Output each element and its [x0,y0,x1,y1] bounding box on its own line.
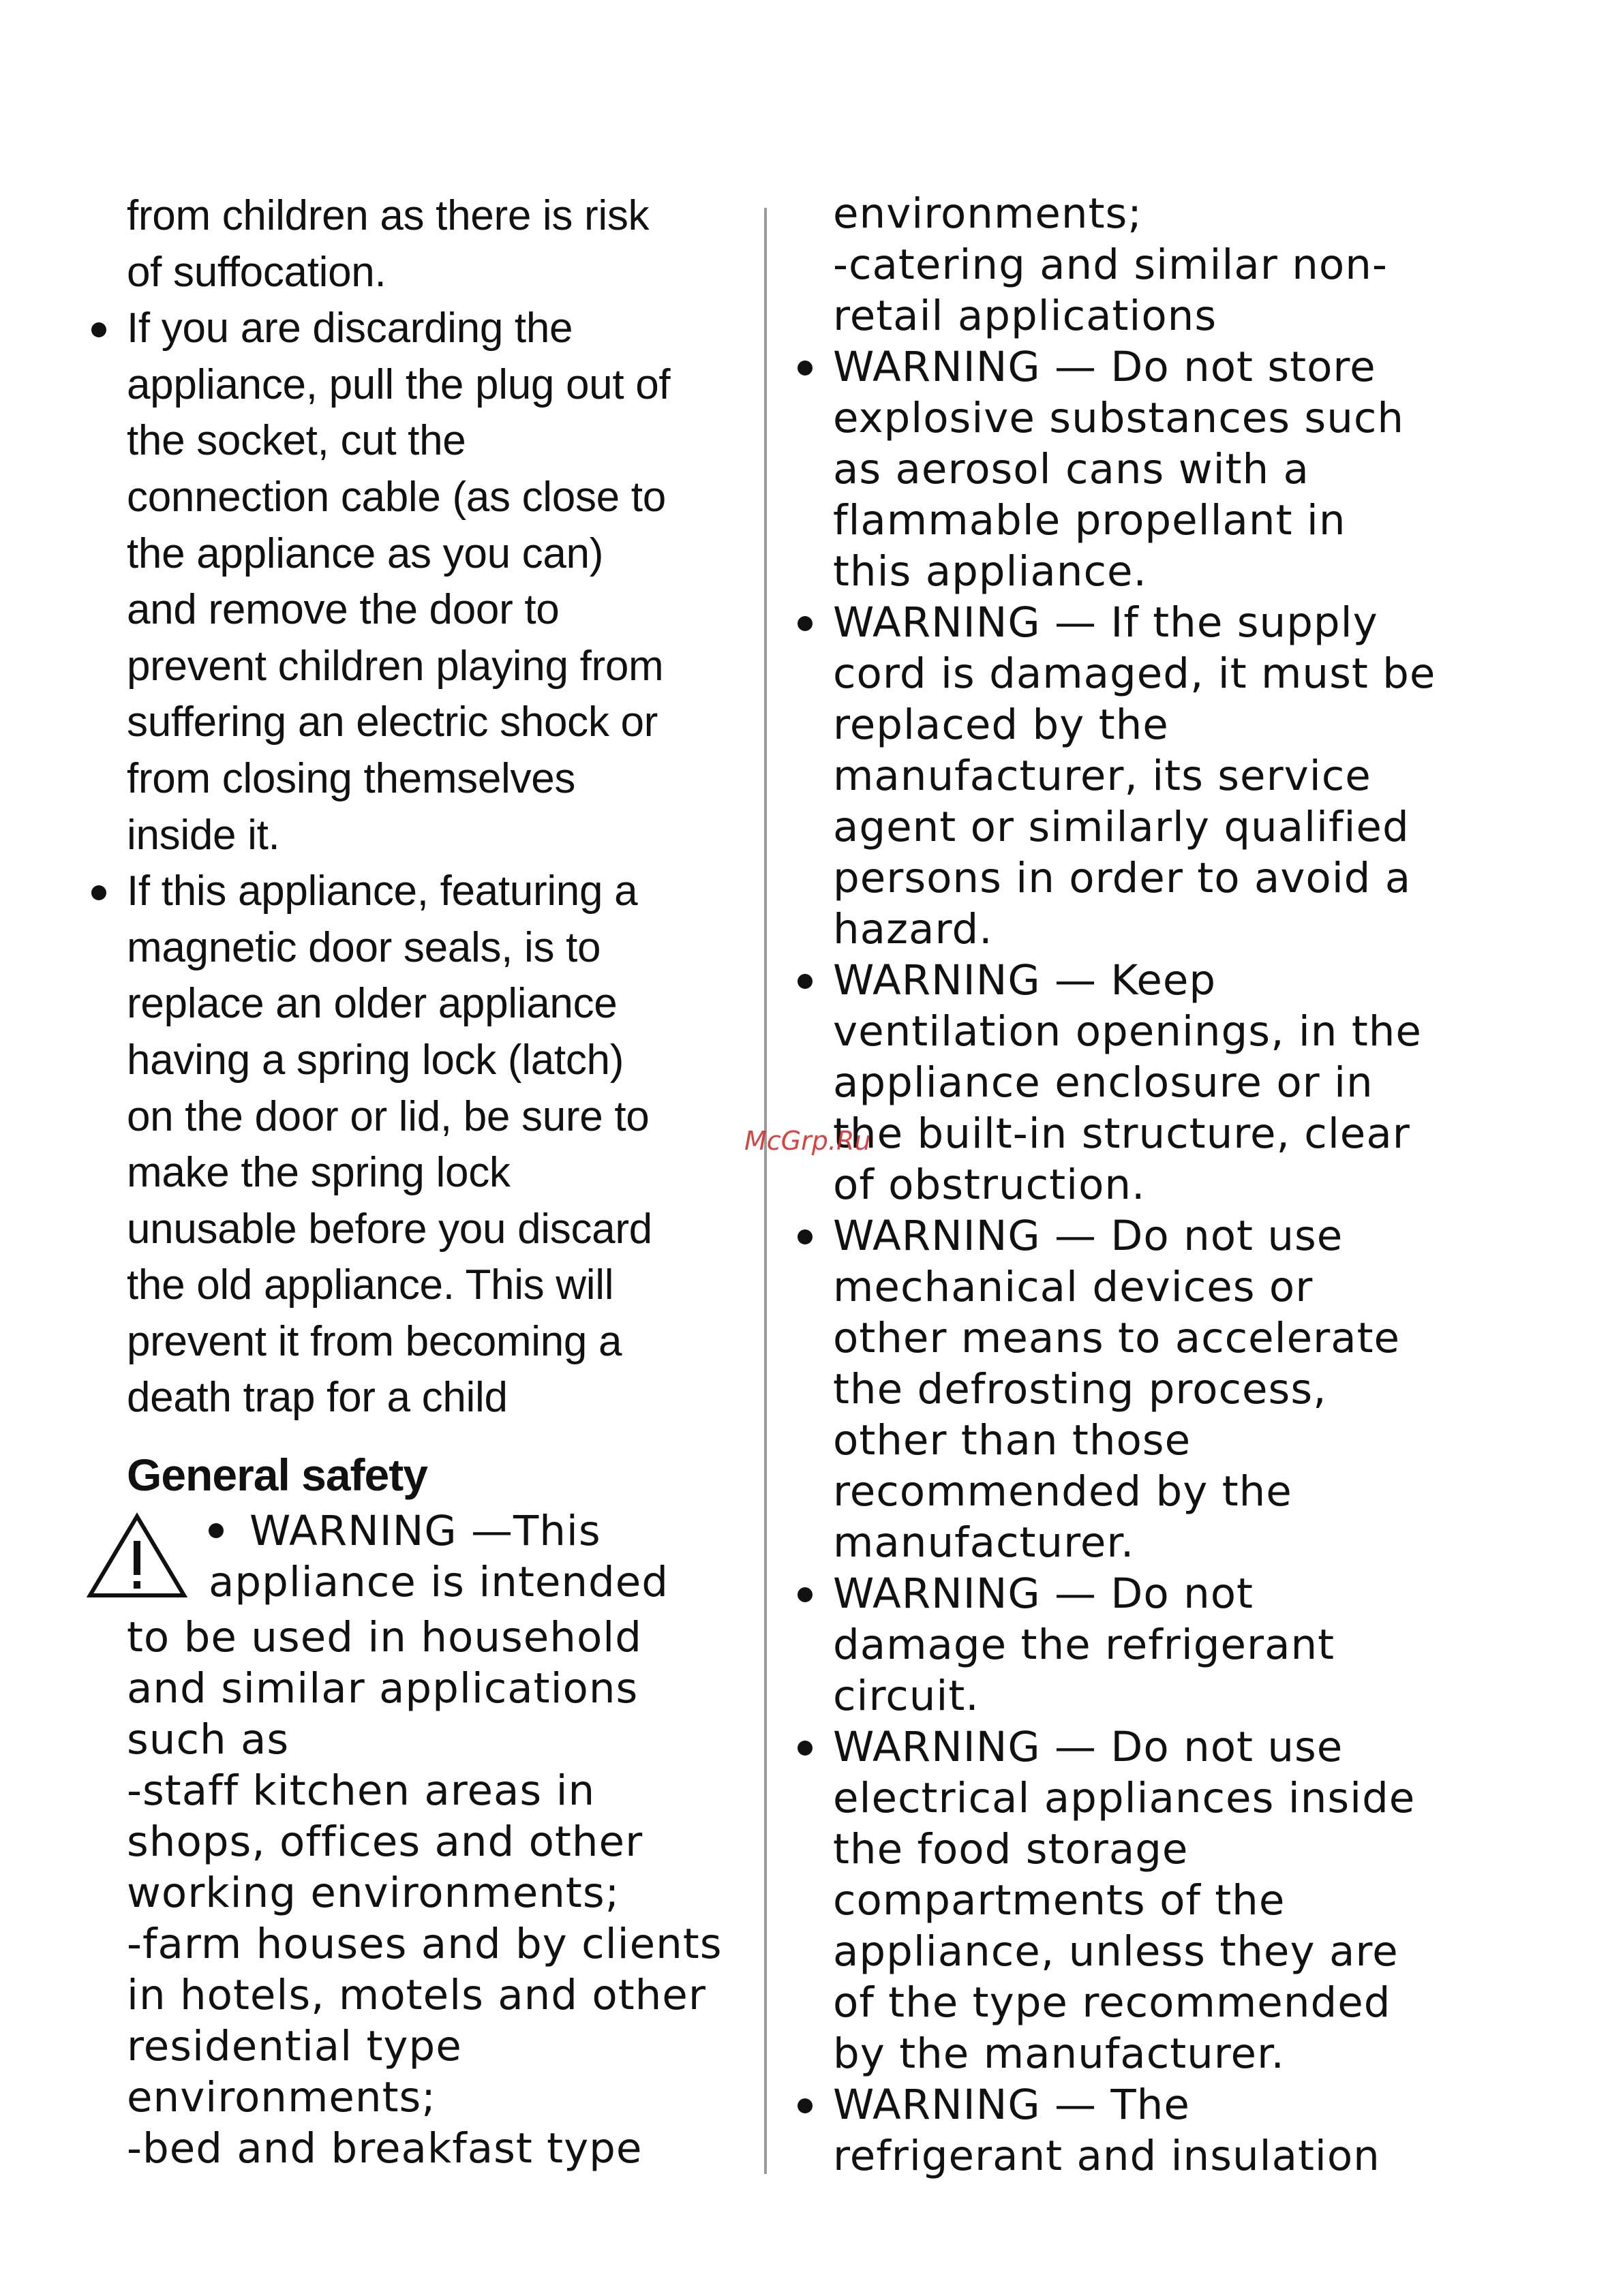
right-column [833,188,1460,2182]
list-item-text: WARNING — Do not store explosive substances such as aerosol cans with a flammable propellant in this appliance. [833,343,1405,596]
bullet-icon [91,322,106,337]
bullet-icon [798,361,813,376]
left-top-continuation: from children as there is risk of suffocation. [127,192,650,296]
bullet-icon [798,1229,813,1244]
list-item-text: WARNING — Do not damage the refrigerant circuit. [833,1570,1335,1720]
warning-rest: to be used in household and similar applications such as -staff kitchen areas in shops, offices and other working environments; -farm houses and by clients in hotels, motels and other residential type environments; -bed and breakfast type [127,1613,723,2173]
bullet-icon [91,885,106,900]
list-item [833,341,1460,597]
list-item-text: WARNING — Keep ventilation openings, in the appliance enclosure or in the built-in structure, clear of obstruction. [833,956,1422,1209]
general-safety-warning [127,1505,740,2174]
left-arial-section [127,188,740,1426]
warning-triangle-icon [86,1512,188,1601]
section-heading: General safety [127,1450,427,1501]
list-item [833,1721,1460,2079]
list-item [833,597,1460,955]
right-top-continuation: environments; -catering and similar non- retail applications [833,189,1388,340]
list-item-text: WARNING — Do not use mechanical devices or other means to accelerate the defrosting process, other than those recommended by the manufacturer. [833,1212,1401,1567]
list-item-text: If this appliance, featuring a magnetic door seals, is to replace an older appliance having a spring lock (latch) on the door or lid, be sure to make the spring lock unusable before you discard the old appliance. This will prevent it from becoming a death trap for a child [127,868,652,1422]
list-item [833,955,1460,1210]
list-item [127,863,740,1426]
left-column [127,188,740,2174]
bullet-icon [798,1741,813,1756]
list-item-text: WARNING — If the supply cord is damaged, it must be replaced by the manufacturer, its service agent or similarly qualified persons in order to avoid a hazard. [833,598,1436,953]
watermark: McGrp.Ru [744,1126,871,1156]
column-divider [764,208,767,2174]
bullet-icon [798,1587,813,1602]
bullet-icon [798,616,813,631]
warning-first-lines: WARNING —This appliance is intended [209,1507,669,1607]
list-item [833,2079,1460,2182]
list-item-text: WARNING — The refrigerant and insulation [833,2081,1380,2180]
bullet-icon [798,2098,813,2113]
warning-first-lines-wrap [127,1505,740,1608]
list-item-text: If you are discarding the appliance, pull the plug out of the socket, cut the connection cable (as close to the appliance as you can) and remove the door to prevent children playing from suffering an electric shock or from closing themselves inside it. [127,305,671,859]
list-item [833,1568,1460,1721]
bullet-icon [209,1523,224,1538]
bullet-icon [798,974,813,989]
list-item [833,1210,1460,1568]
list-item [127,301,740,863]
list-item-text: WARNING — Do not use electrical appliances inside the food storage compartments of the appliance, unless they are of the type recommended by the manufacturer. [833,1723,1416,2078]
